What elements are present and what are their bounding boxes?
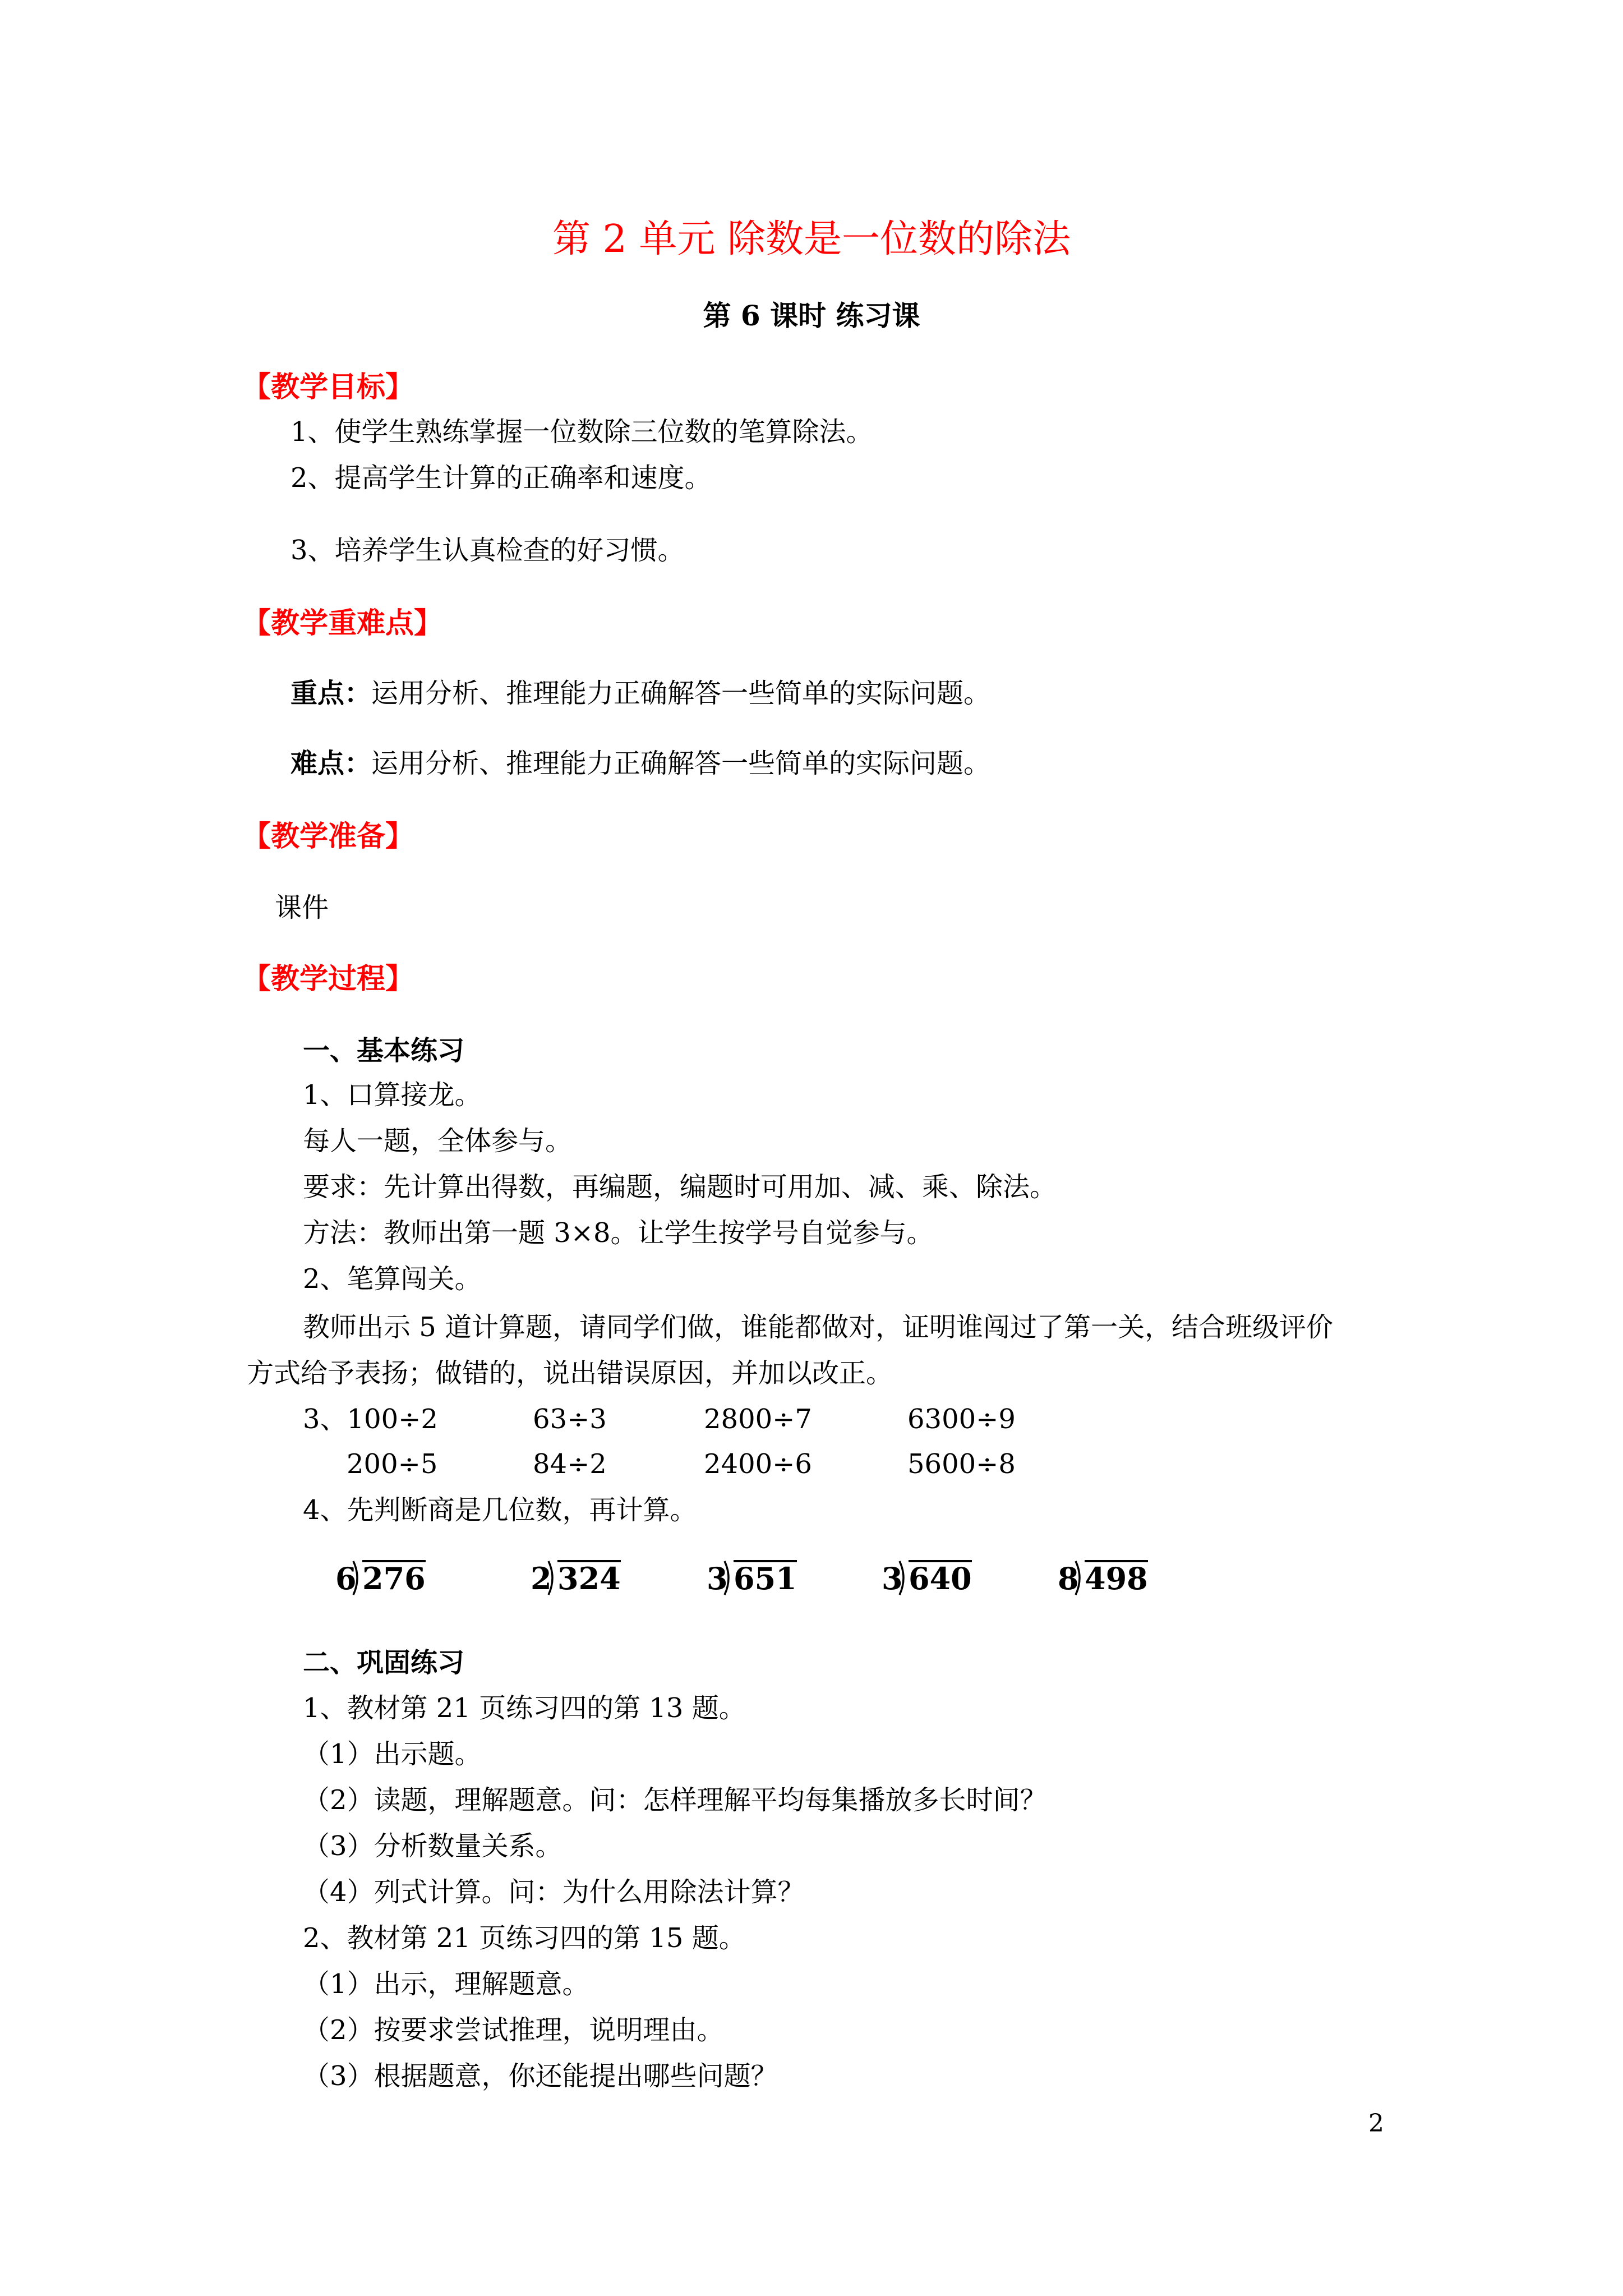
- goal-item-2: 2、提高学生计算的正确率和速度。: [291, 462, 712, 494]
- division-problem: 6300÷9: [907, 1404, 1016, 1435]
- goal-item-3: 3、培养学生认真检查的好习惯。: [291, 535, 685, 566]
- dividend: 498: [1085, 1561, 1148, 1596]
- part1-line: 1、口算接龙。: [303, 1079, 482, 1111]
- dividend: 640: [909, 1561, 972, 1596]
- part2-heading: 二、巩固练习: [303, 1647, 465, 1678]
- division-bracket-icon: [1075, 1560, 1085, 1596]
- dividend: 651: [734, 1561, 797, 1596]
- unit-title: 第 2 单元 除数是一位数的除法: [552, 217, 1071, 261]
- division-problem: 2400÷6: [704, 1448, 812, 1480]
- part1-line: 方法：教师出第一题 3×8。让学生按学号自觉参与。: [303, 1217, 934, 1249]
- division-problem: 200÷5: [347, 1448, 438, 1480]
- prep-heading: 【教学准备】: [242, 820, 414, 853]
- goals-heading: 【教学目标】: [242, 370, 414, 404]
- part2-line: （1）出示题。: [303, 1738, 482, 1770]
- part2-line: 2、教材第 21 页练习四的第 15 题。: [303, 1922, 746, 1954]
- division-problem: 84÷2: [533, 1448, 607, 1480]
- part2-line: （2）读题，理解题意。问：怎样理解平均每集播放多长时间？: [303, 1784, 1047, 1816]
- part1-line: 2、笔算闯关。: [303, 1263, 482, 1295]
- division-problem: 3、100÷2: [303, 1404, 438, 1435]
- division-bracket-icon: [352, 1560, 362, 1596]
- hard-point-text: 运用分析、推理能力正确解答一些简单的实际问题。: [371, 748, 991, 779]
- prep-text: 课件: [275, 892, 329, 923]
- division-bracket-icon: [547, 1560, 557, 1596]
- part2-line: （2）按要求尝试推理，说明理由。: [303, 2014, 724, 2046]
- part1-line: 教师出示 5 道计算题，请同学们做，谁能都做对，证明谁闯过了第一关，结合班级评价: [303, 1312, 1334, 1343]
- dividend: 276: [362, 1561, 426, 1596]
- part2-line: （4）列式计算。问：为什么用除法计算？: [303, 1876, 805, 1908]
- part2-line: （3）根据题意，你还能提出哪些问题？: [303, 2060, 778, 2092]
- part2-line: （3）分析数量关系。: [303, 1830, 562, 1862]
- divisor: 2: [531, 1561, 552, 1596]
- part2-line: 1、教材第 21 页练习四的第 13 题。: [303, 1692, 746, 1724]
- key-points-heading: 【教学重难点】: [242, 606, 443, 640]
- lesson-subtitle: 第 6 课时 练习课: [703, 299, 920, 332]
- divisor: 3: [707, 1561, 728, 1596]
- part1-line: 方式给予表扬；做错的，说出错误原因，并加以改正。: [247, 1358, 893, 1389]
- division-problem: 5600÷8: [907, 1448, 1016, 1480]
- divisor: 6: [335, 1561, 357, 1596]
- divisor: 3: [882, 1561, 903, 1596]
- division-bracket-icon: [723, 1560, 734, 1596]
- dividend: 324: [557, 1561, 621, 1596]
- key-point-text: 运用分析、推理能力正确解答一些简单的实际问题。: [371, 678, 991, 709]
- hard-point-label: 难点：: [291, 748, 372, 779]
- divisor: 8: [1058, 1561, 1079, 1596]
- part1-line: 要求：先计算出得数，再编题，编题时可用加、减、乘、除法。: [303, 1171, 1057, 1203]
- hard-point-line: [291, 750, 990, 777]
- key-point-line: [291, 680, 990, 707]
- process-heading: 【教学过程】: [242, 962, 414, 996]
- division-problem: 63÷3: [533, 1404, 607, 1435]
- division-problem: 2800÷7: [704, 1404, 812, 1435]
- key-point-label: 重点：: [291, 678, 372, 709]
- division-bracket-icon: [898, 1560, 909, 1596]
- goal-item-1: 1、使学生熟练掌握一位数除三位数的笔算除法。: [291, 416, 873, 448]
- part2-line: （1）出示，理解题意。: [303, 1968, 589, 2000]
- part1-heading: 一、基本练习: [303, 1035, 465, 1066]
- part1-line: 每人一题，全体参与。: [303, 1125, 573, 1157]
- part1-item4: 4、先判断商是几位数，再计算。: [303, 1494, 697, 1526]
- page-number: 2: [1368, 2109, 1384, 2138]
